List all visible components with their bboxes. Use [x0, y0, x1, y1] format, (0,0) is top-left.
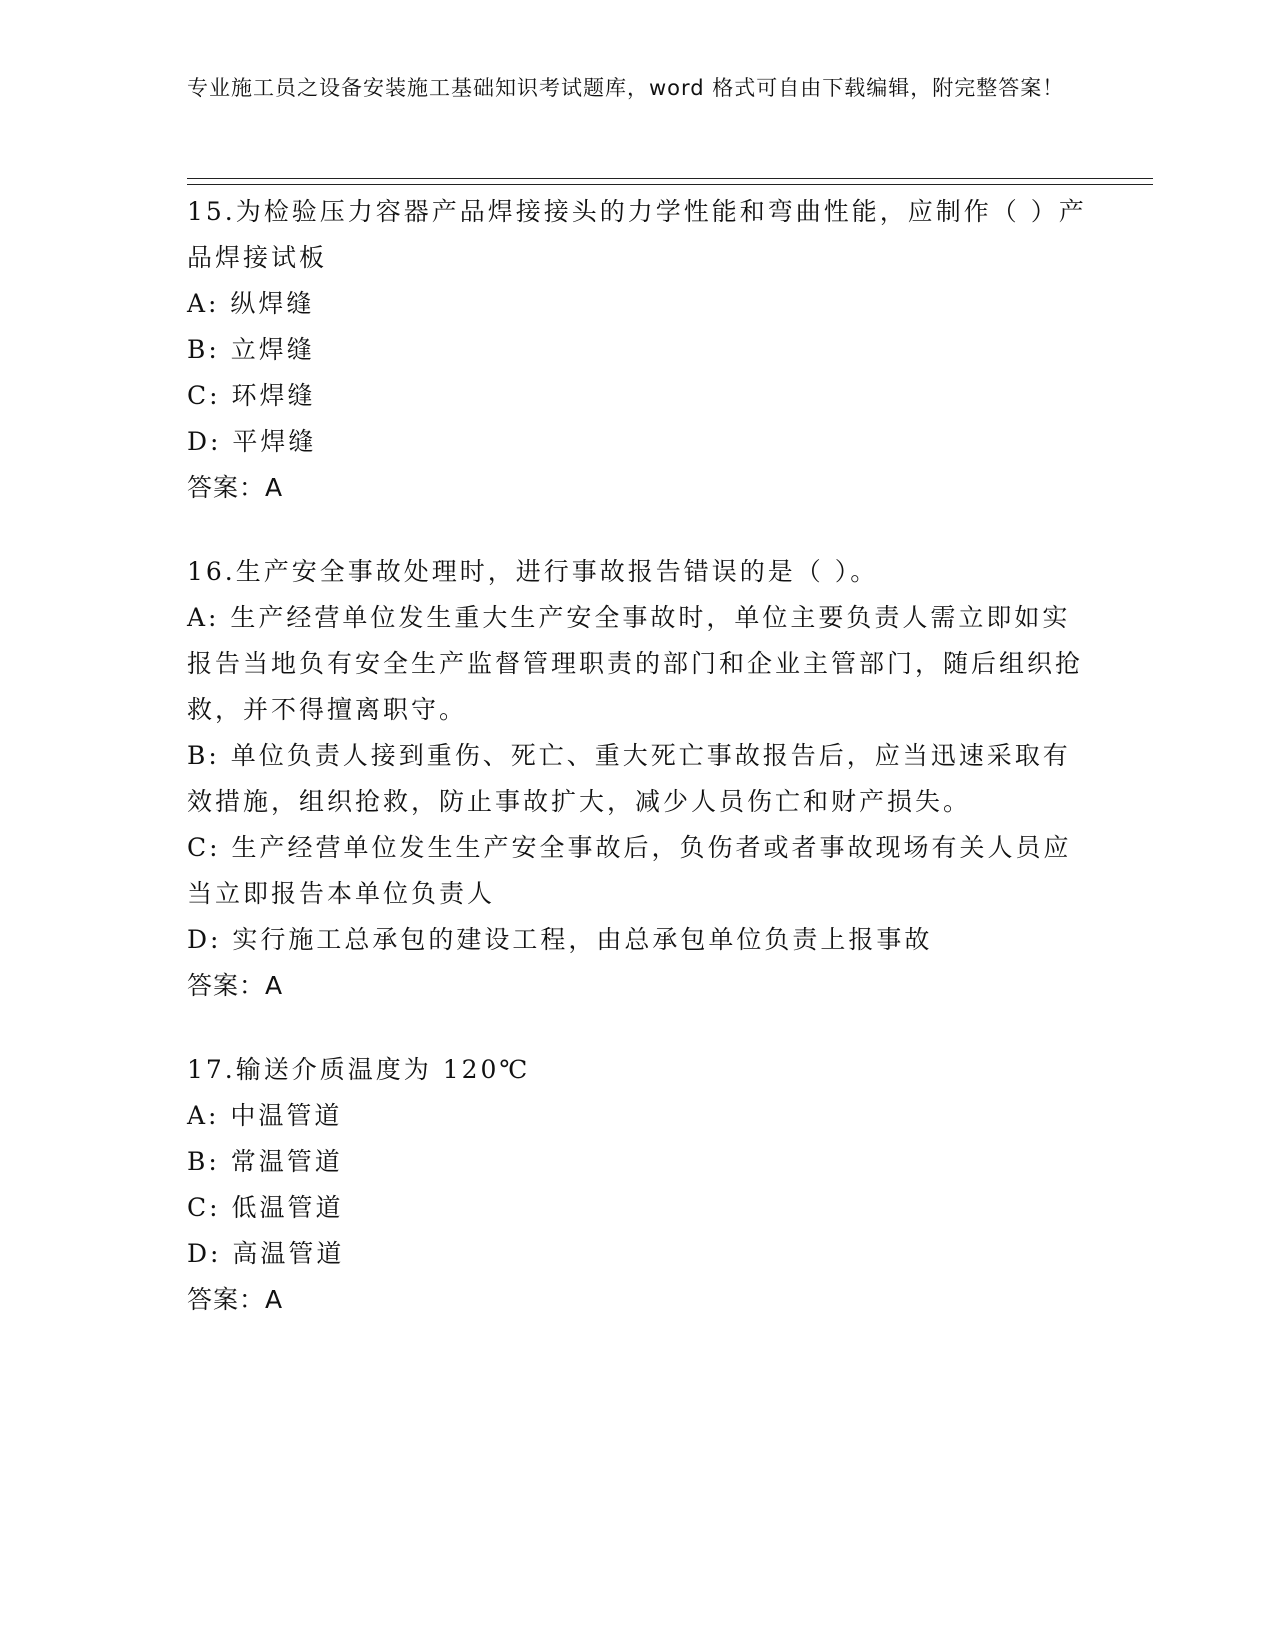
question-16: [187, 549, 1087, 1009]
option-b: B: 立焊缝: [187, 335, 315, 364]
option-a: A: 中温管道: [187, 1101, 343, 1130]
option-d: D: 高温管道: [187, 1239, 345, 1268]
question-stem: 15.为检验压力容器产品焊接接头的力学性能和弯曲性能，应制作（ ）产品焊接试板: [187, 197, 1087, 272]
question-stem: 16.生产安全事故处理时，进行事故报告错误的是（ ）。: [187, 557, 879, 586]
option-d: D: 平焊缝: [187, 427, 317, 456]
header-divider-bottom: [187, 184, 1153, 185]
option-c: C: 生产经营单位发生生产安全事故后，负伤者或者事故现场有关人员应当立即报告本单位负责人: [187, 833, 1072, 908]
question-stem: 17.输送介质温度为 120℃: [187, 1055, 531, 1084]
option-b: B: 常温管道: [187, 1147, 343, 1176]
option-a: A: 生产经营单位发生重大生产安全事故时，单位主要负责人需立即如实报告当地负有安全生产监督管理职责的部门和企业主管部门，随后组织抢救，并不得擅离职守。: [187, 603, 1084, 724]
option-d: D: 实行施工总承包的建设工程，由总承包单位负责上报事故: [187, 925, 933, 954]
answer-line: 答案：A: [187, 1285, 284, 1314]
header-divider-top: [187, 178, 1153, 179]
answer-line: 答案：A: [187, 473, 284, 502]
option-a: A: 纵焊缝: [187, 289, 315, 318]
question-15: [187, 189, 1087, 511]
question-17: [187, 1047, 1087, 1323]
option-b: B: 单位负责人接到重伤、死亡、重大死亡事故报告后，应当迅速采取有效措施，组织抢救，防止事故扩大，减少人员伤亡和财产损失。: [187, 741, 1071, 816]
answer-line: 答案：A: [187, 971, 284, 1000]
option-c: C: 低温管道: [187, 1193, 344, 1222]
document-header: 专业施工员之设备安装施工基础知识考试题库，word 格式可自由下载编辑，附完整答案！: [187, 76, 1065, 100]
question-list: [187, 189, 1087, 1361]
option-c: C: 环焊缝: [187, 381, 316, 410]
